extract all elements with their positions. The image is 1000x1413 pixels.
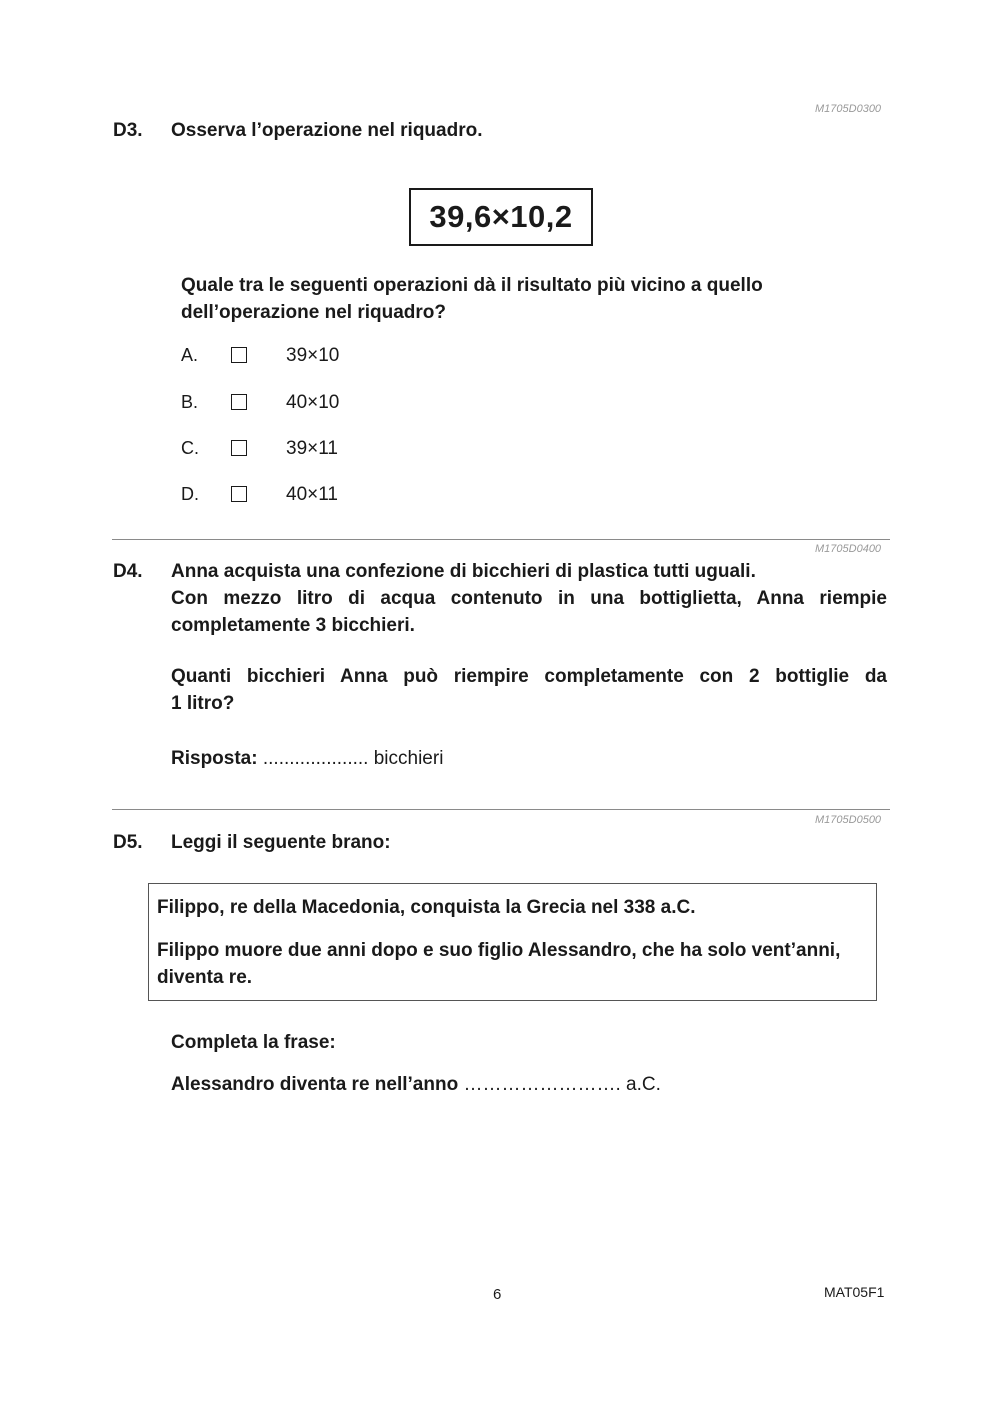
option-expression: 39×11 (286, 438, 338, 459)
page-number: 6 (493, 1286, 502, 1303)
answer-unit: bicchieri (373, 748, 444, 769)
section-divider (112, 539, 890, 540)
question-text: 1 litro? (171, 693, 235, 714)
checkbox-option-b[interactable] (231, 394, 247, 410)
answer-line (171, 745, 443, 772)
question-text: Anna acquista una confezione di bicchieri di plastica tutti uguali. (171, 561, 756, 582)
option-expression: 39×10 (286, 345, 340, 366)
option-letter: B. (181, 392, 199, 412)
question-title: Osserva l’operazione nel riquadro. (171, 120, 483, 141)
question-text: Con mezzo litro di acqua contenuto in una bottiglietta, Anna riempie (171, 588, 887, 609)
question-number: D5. (113, 832, 143, 853)
answer-blank[interactable]: .................... (262, 748, 369, 769)
checkbox-option-d[interactable] (231, 486, 247, 502)
document-code: MAT05F1 (824, 1284, 885, 1300)
option-letter: D. (181, 484, 199, 504)
question-title: Leggi il seguente brano: (171, 832, 391, 853)
section-divider (112, 809, 890, 810)
checkbox-option-a[interactable] (231, 347, 247, 363)
answer-label: Risposta: (171, 748, 258, 769)
passage-text: diventa re. (157, 967, 253, 988)
passage-box (148, 883, 877, 1001)
option-letter: C. (181, 438, 199, 458)
passage-text: Filippo muore due anni dopo e suo figlio Alessandro, che ha solo vent’anni, (157, 940, 841, 961)
option-expression: 40×10 (286, 392, 340, 413)
question-text: dell’operazione nel riquadro? (181, 302, 446, 323)
item-code: M1705D0300 (815, 103, 882, 115)
question-number: D3. (113, 120, 143, 141)
passage-text: Filippo, re della Macedonia, conquista la Grecia nel 338 a.C. (157, 897, 696, 918)
question-text: Quanti bicchieri Anna può riempire completamente con 2 bottiglie da (171, 666, 887, 687)
sentence-end: . a.C. (615, 1074, 661, 1095)
item-code: M1705D0400 (815, 543, 882, 555)
option-letter: A. (181, 345, 199, 365)
question-text: completamente 3 bicchieri. (171, 615, 415, 636)
instruction-text: Completa la frase: (171, 1032, 336, 1053)
checkbox-option-c[interactable] (231, 440, 247, 456)
operation-box (409, 188, 593, 246)
operation-text: 39,6×10,2 (429, 199, 573, 234)
question-text: Quale tra le seguenti operazioni dà il risultato più vicino a quello (181, 275, 763, 296)
sentence-text: Alessandro diventa re nell’anno (171, 1074, 459, 1095)
question-number: D4. (113, 561, 143, 582)
option-expression: 40×11 (286, 484, 338, 505)
sentence-blank[interactable]: …………………… (463, 1074, 616, 1095)
item-code: M1705D0500 (815, 814, 882, 826)
completion-sentence (171, 1071, 661, 1098)
